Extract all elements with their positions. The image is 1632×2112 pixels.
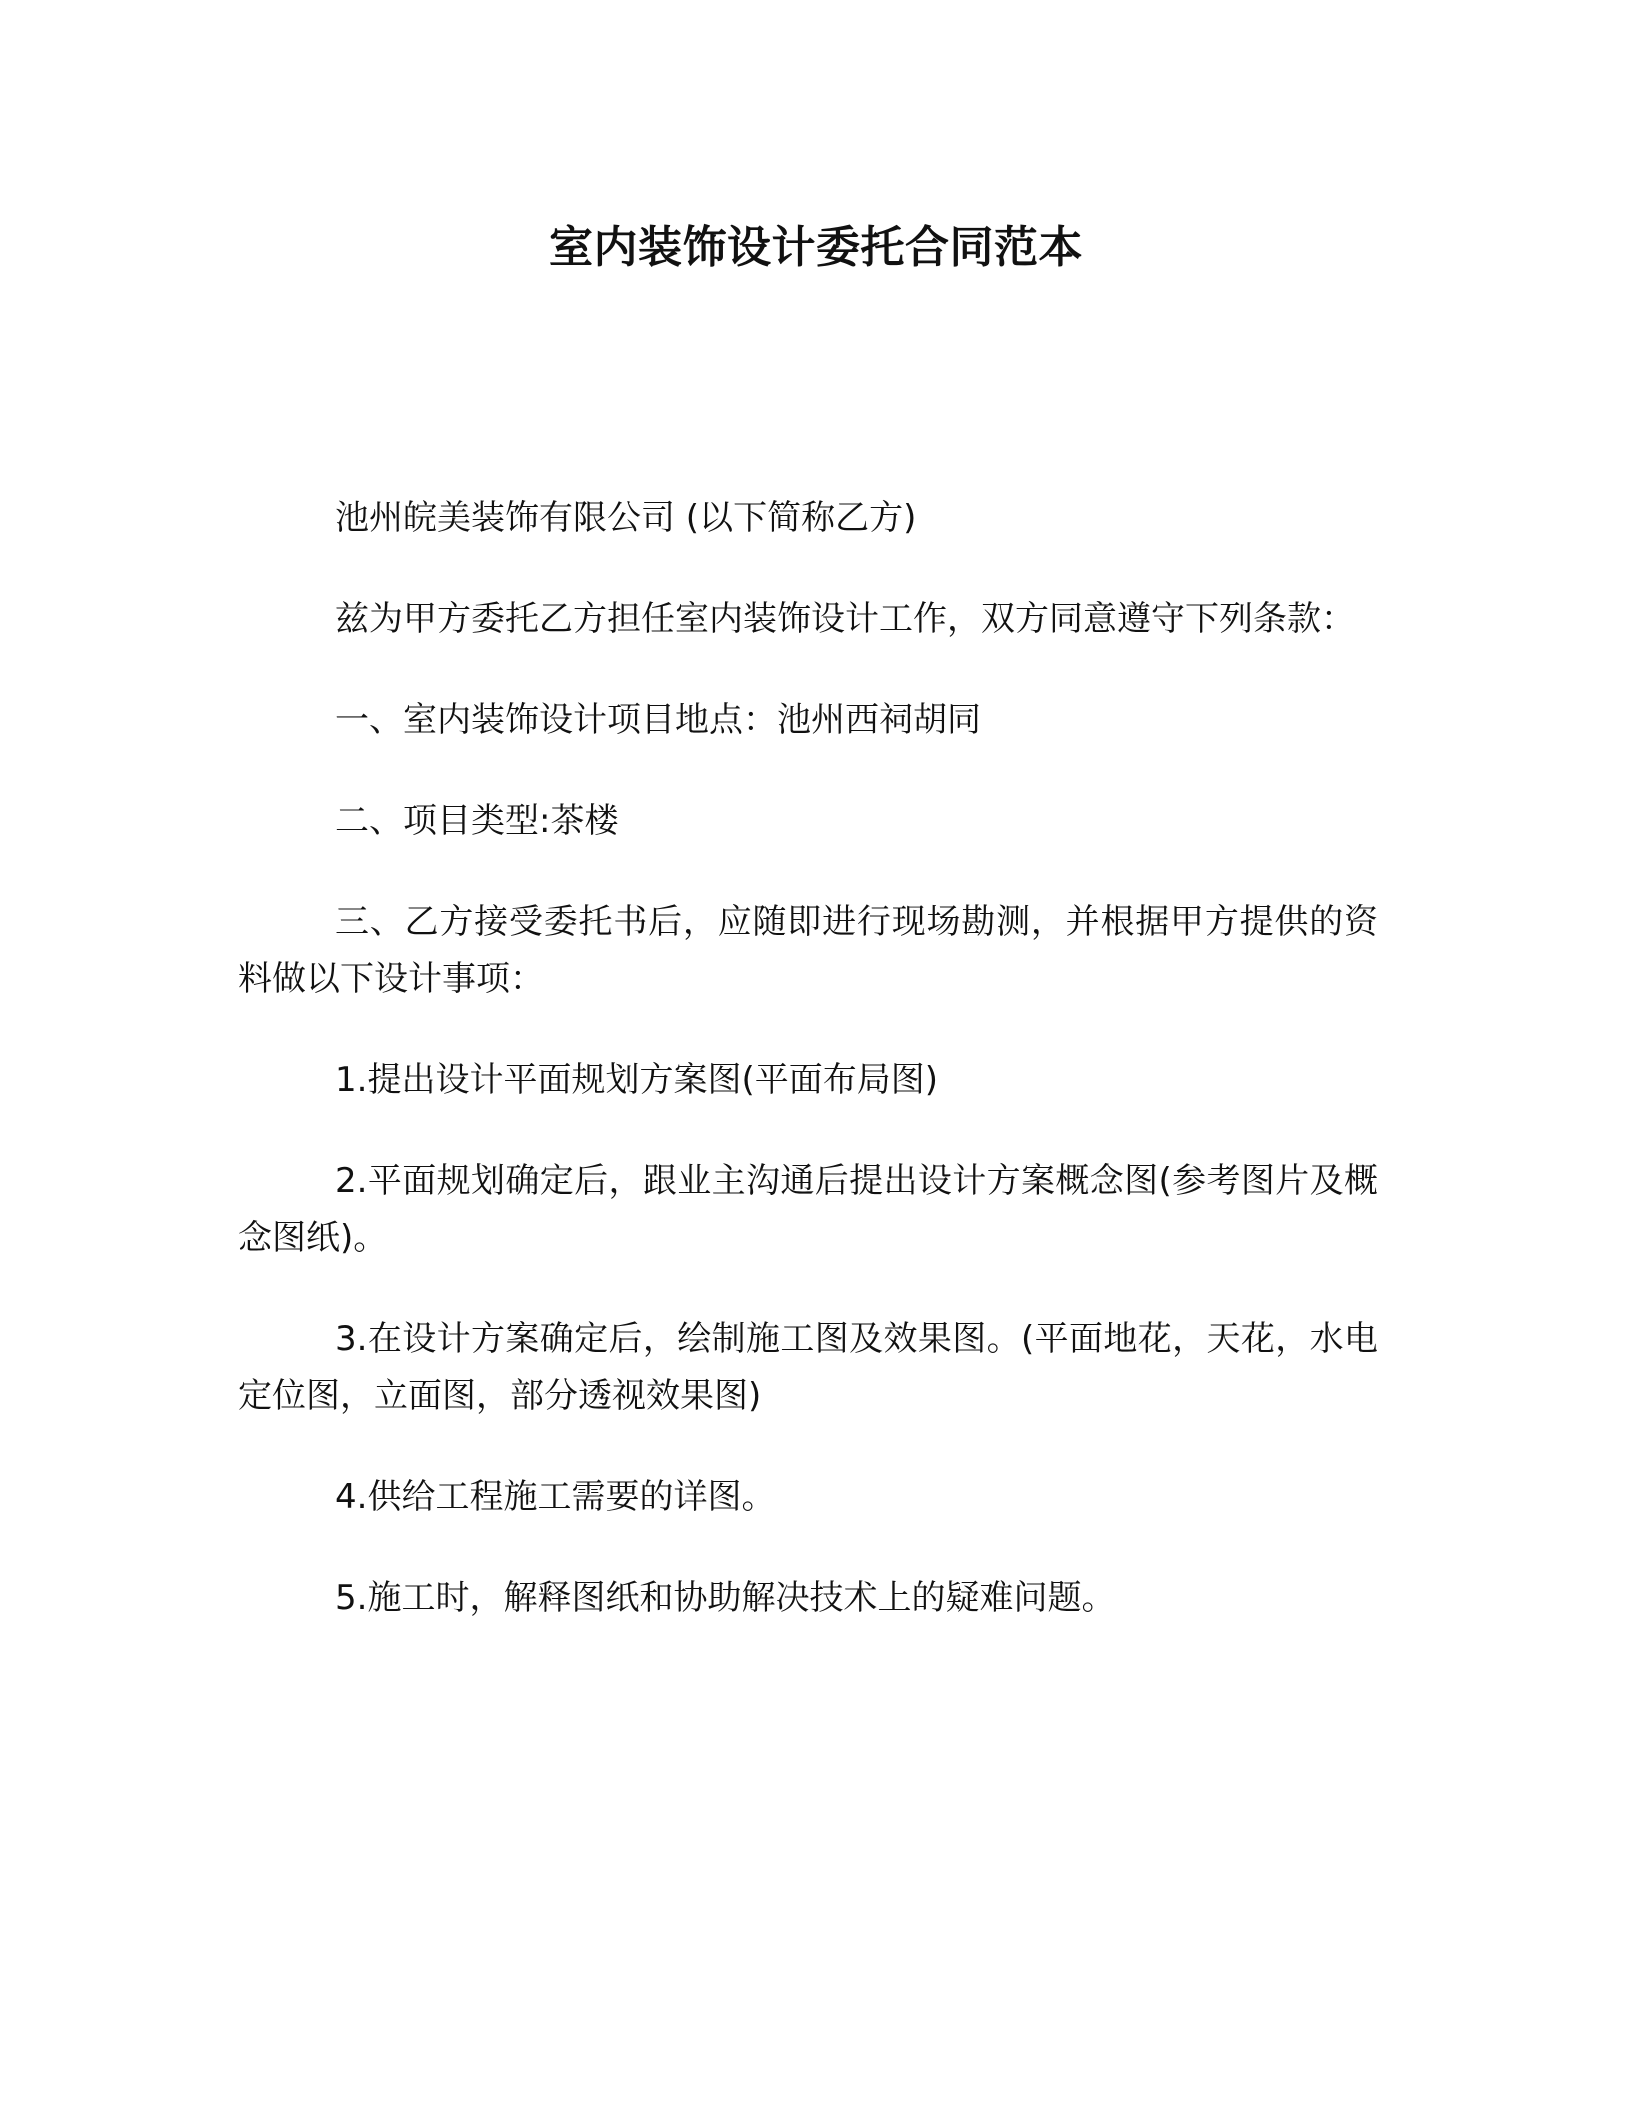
clause-2-project-type: 二、项目类型:茶楼 [335, 801, 619, 841]
document-body [238, 490, 1378, 1671]
design-item-4: 4.供给工程施工需要的详图。 [335, 1477, 776, 1517]
intro-paragraph: 兹为甲方委托乙方担任室内装饰设计工作，双方同意遵守下列条款： [335, 599, 1355, 639]
clause-1-location: 一、室内装饰设计项目地点：池州西祠胡同 [335, 700, 981, 740]
design-item-5: 5.施工时，解释图纸和协助解决技术上的疑难问题。 [335, 1578, 1116, 1618]
clause-3-design-items: 三、乙方接受委托书后，应随即进行现场勘测，并根据甲方提供的资料做以下设计事项： [238, 902, 1378, 999]
design-item-2: 2.平面规划确定后，跟业主沟通后提出设计方案概念图(参考图片及概念图纸)。 [238, 1161, 1378, 1258]
party-b-line: 池州皖美装饰有限公司 (以下简称乙方) [335, 498, 917, 538]
design-item-1: 1.提出设计平面规划方案图(平面布局图) [335, 1060, 938, 1100]
design-item-3: 3.在设计方案确定后，绘制施工图及效果图。(平面地花，天花，水电定位图，立面图，部分透视效果图) [238, 1319, 1378, 1416]
document-title: 室内装饰设计委托合同范本 [549, 222, 1083, 273]
